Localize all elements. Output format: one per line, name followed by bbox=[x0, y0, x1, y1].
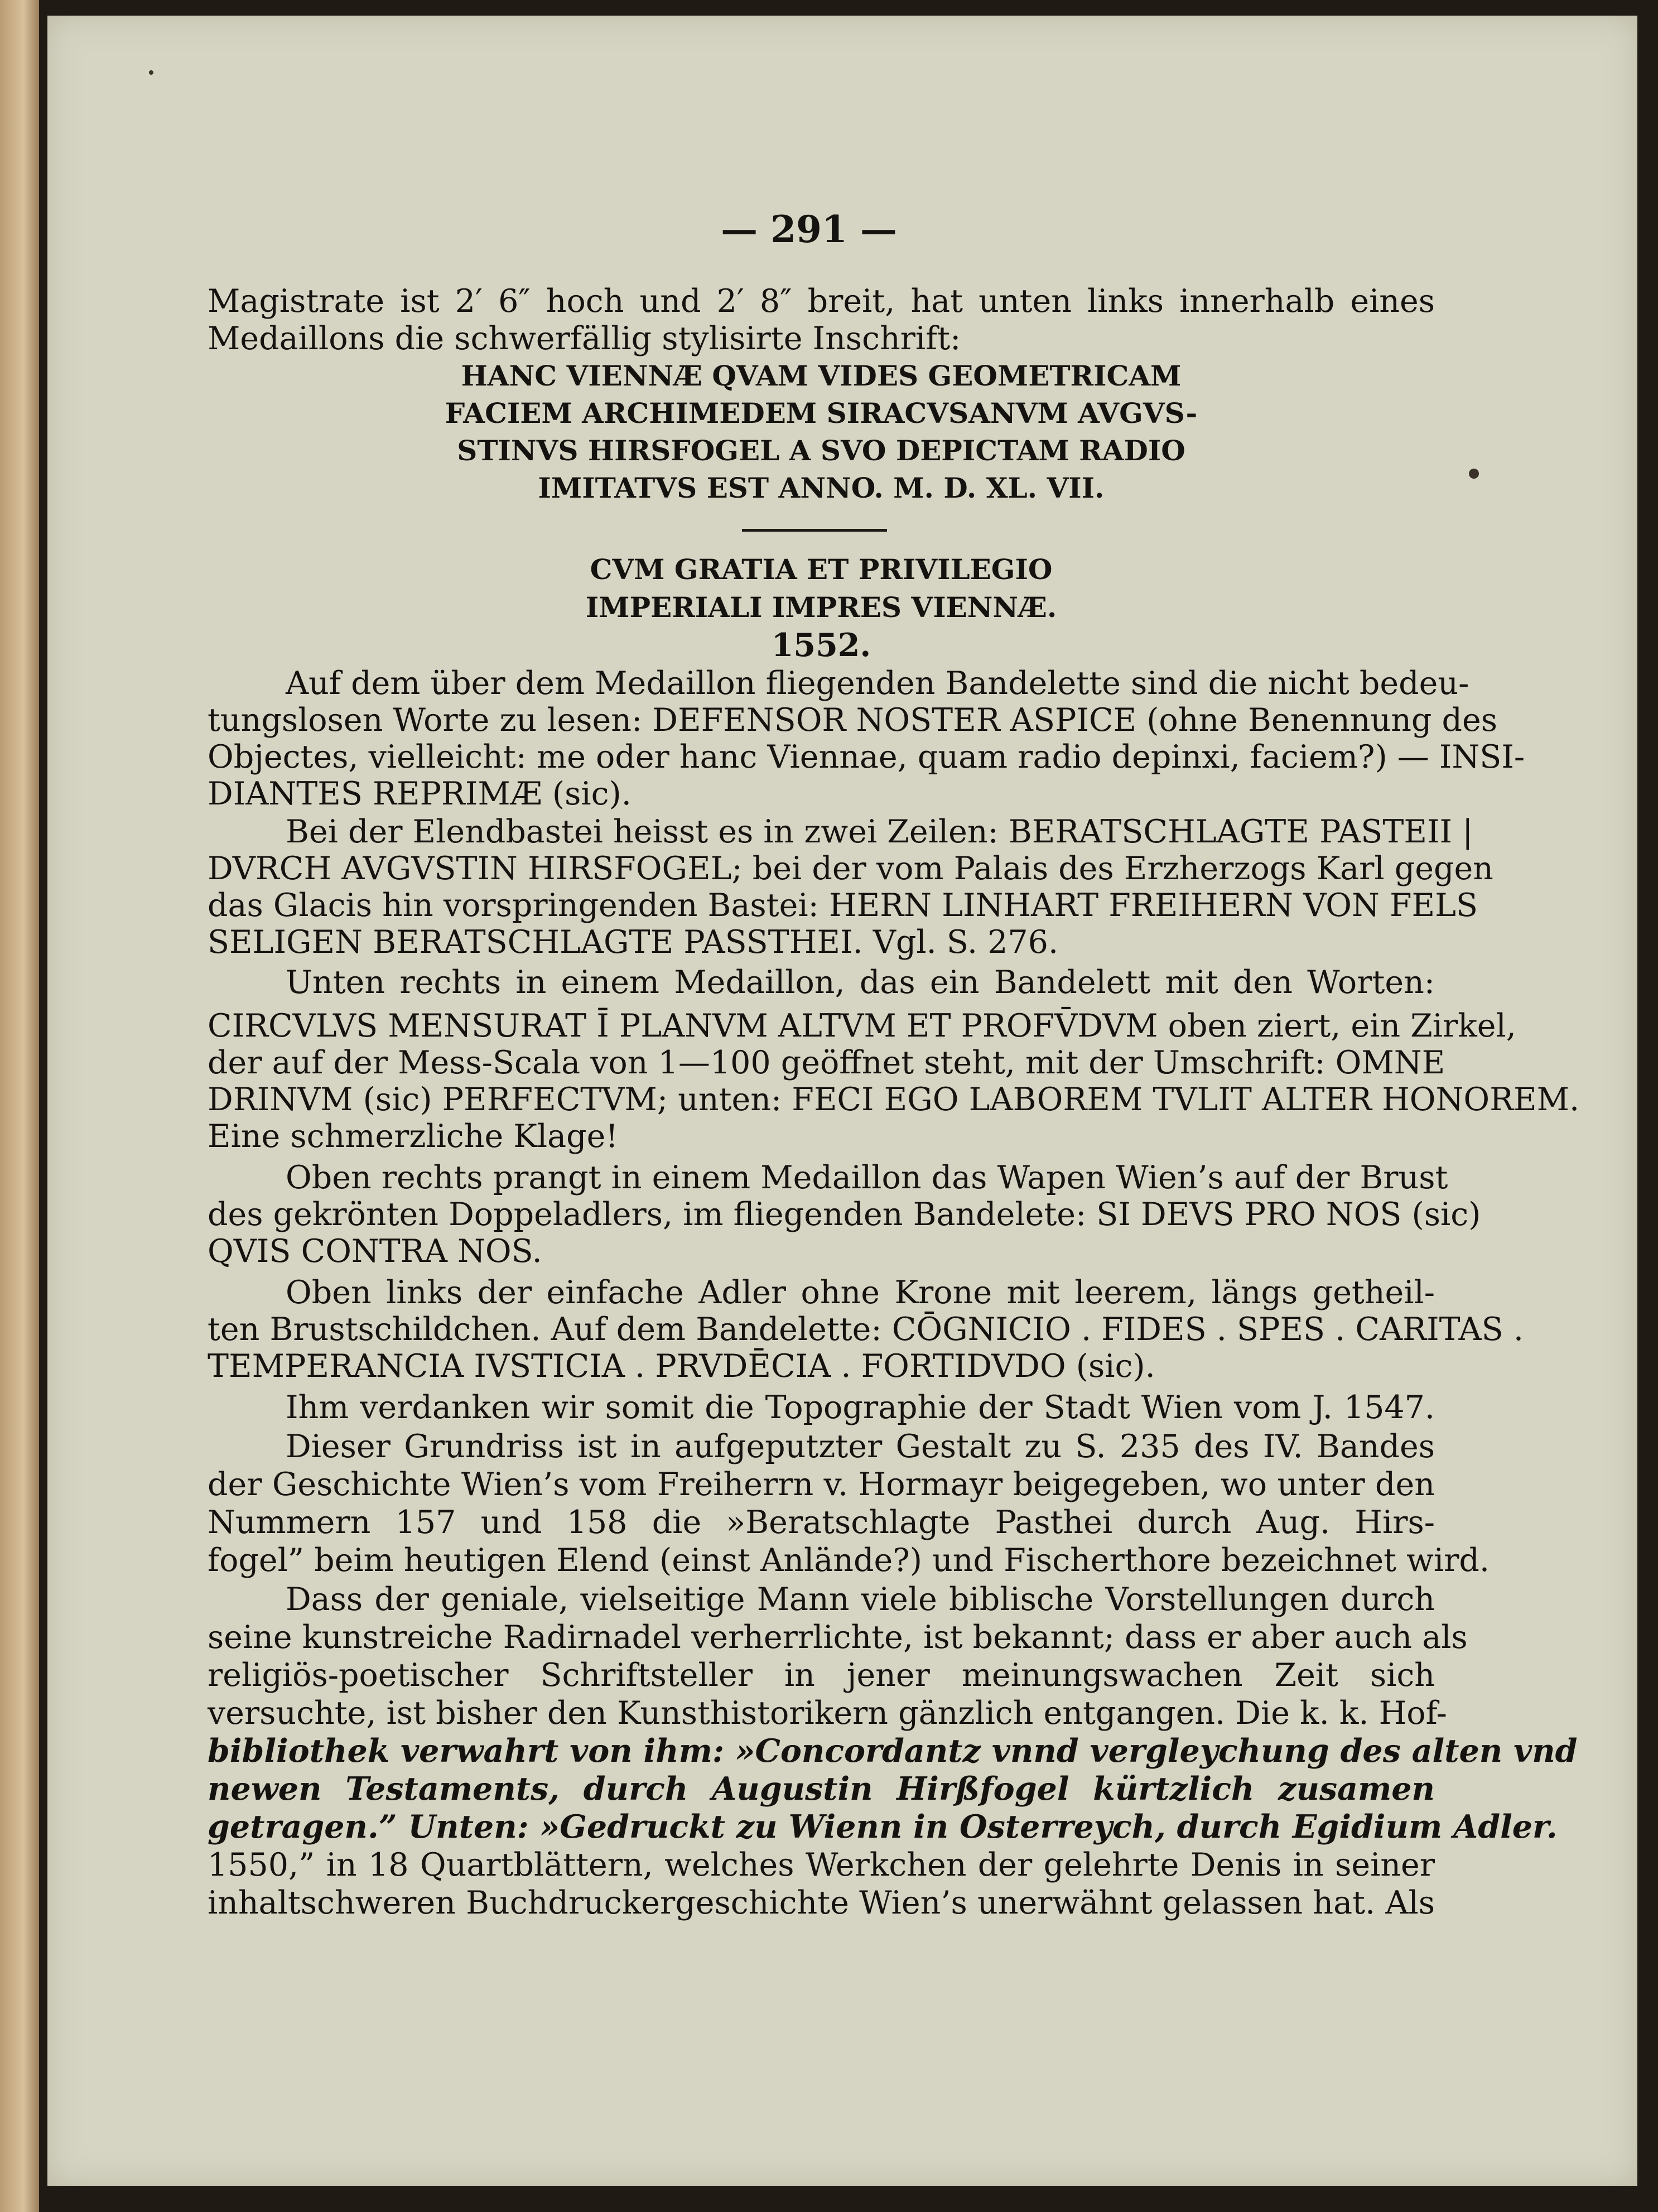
text-line: tungslosen Worte zu lesen: DEFENSOR NOSTER ASPICE (ohne Benennung des bbox=[208, 702, 1498, 739]
text-line: Oben rechts prangt in einem Medaillon das Wapen Wien’s auf der Brust bbox=[286, 1159, 1448, 1196]
text-line: CIRCVLVS MENSURAT Ī PLANVM ALTVM ET PROFV̄DVM oben ziert, ein Zirkel, bbox=[208, 1008, 1516, 1044]
text-line: DVRCH AVGVSTIN HIRSFOGEL; bei der vom Palais des Erzherzogs Karl gegen bbox=[208, 850, 1493, 887]
inscription-line: HANC VIENNÆ QVAM VIDES GEOMETRICAM bbox=[461, 359, 1182, 392]
text-line: religiös-poetischer Schriftsteller in jener meinungswachen Zeit sich bbox=[208, 1657, 1435, 1694]
imprint-line: CVM GRATIA ET PRIVILEGIO bbox=[590, 553, 1053, 586]
text-line-blackletter: getragen.” Unten: »Gedruckt zu Wienn in Osterreych, durch Egidium Adler. bbox=[208, 1808, 1558, 1845]
inscription-line: FACIEM ARCHIMEDEM SIRACVSANVM AVGVS- bbox=[445, 397, 1198, 430]
text-line: SELIGEN BERATSCHLAGTE PASSTHEI. Vgl. S. 276. bbox=[208, 924, 1059, 961]
text-line: DIANTES REPRIMÆ (sic). bbox=[208, 775, 632, 812]
text-line: QVIS CONTRA NOS. bbox=[208, 1233, 542, 1270]
text-line: Objectes, vielleicht: me oder hanc Viennae, quam radio depinxi, faciem?) — INSI- bbox=[208, 739, 1525, 775]
ink-spot bbox=[149, 70, 153, 75]
page-number: — 291 — bbox=[721, 208, 897, 251]
text-line: der Geschichte Wien’s vom Freiherrn v. Hormayr beigegeben, wo unter den bbox=[208, 1466, 1435, 1503]
text-line: seine kunstreiche Radirnadel verherrlichte, ist bekannt; dass er aber auch als bbox=[208, 1619, 1468, 1656]
text-line: Bei der Elendbastei heisst es in zwei Zeilen: BERATSCHLAGTE PASTEII | bbox=[286, 813, 1473, 850]
text-line: Dieser Grundriss ist in aufgeputzter Gestalt zu S. 235 des IV. Bandes bbox=[286, 1428, 1435, 1465]
text-line: ten Brustschildchen. Auf dem Bandelette: CŌGNICIO . FIDES . SPES . CARITAS . bbox=[208, 1311, 1524, 1348]
inscription-line: IMITATVS EST ANNO. M. D. XL. VII. bbox=[538, 471, 1105, 504]
book-binding-edge bbox=[0, 0, 39, 2212]
text-line: Eine schmerzliche Klage! bbox=[208, 1118, 619, 1155]
text-line: Nummern 157 und 158 die »Beratschlagte Pasthei durch Aug. Hirs- bbox=[208, 1504, 1435, 1541]
inscription-line: STINVS HIRSFOGEL A SVO DEPICTAM RADIO bbox=[457, 434, 1185, 467]
imprint-line: IMPERIALI IMPRES VIENNÆ. bbox=[585, 591, 1057, 624]
text-line-blackletter: newen Testaments, durch Augustin Hirßfogel kürtzlich zusamen bbox=[208, 1770, 1435, 1808]
text-line: Dass der geniale, vielseitige Mann viele biblische Vorstellungen durch bbox=[286, 1581, 1435, 1618]
text-line-blackletter: bibliothek verwahrt von ihm: »Concordantz vnnd vergleychung des alten vnd bbox=[208, 1732, 1578, 1770]
text-line: das Glacis hin vorspringenden Bastei: HERN LINHART FREIHERN VON FELS bbox=[208, 887, 1478, 924]
text-line: TEMPERANCIA IVSTICIA . PRVDĒCIA . FORTIDVDO (sic). bbox=[208, 1348, 1155, 1385]
text-line: Ihm verdanken wir somit die Topographie der Stadt Wien vom J. 1547. bbox=[286, 1389, 1435, 1426]
text-line: Oben links der einfache Adler ohne Krone mit leerem, längs getheil- bbox=[286, 1274, 1435, 1311]
text-line: Auf dem über dem Medaillon fliegenden Bandelette sind die nicht bedeu- bbox=[286, 665, 1469, 702]
imprint-year: 1552. bbox=[771, 627, 871, 664]
separator-rule bbox=[742, 529, 887, 532]
text-line: der auf der Mess-Scala von 1—100 geöffnet steht, mit der Umschrift: OMNE bbox=[208, 1044, 1445, 1081]
text-line: Unten rechts in einem Medaillon, das ein Bandelett mit den Worten: bbox=[286, 964, 1435, 1001]
text-line: Medaillons die schwerfällig stylisirte Inschrift: bbox=[208, 320, 961, 357]
text-line: DRINVM (sic) PERFECTVM; unten: FECI EGO LABOREM TVLIT ALTER HONOREM. bbox=[208, 1081, 1580, 1118]
text-line: des gekrönten Doppeladlers, im fliegenden Bandelete: SI DEVS PRO NOS (sic) bbox=[208, 1196, 1481, 1233]
ink-spot bbox=[1469, 469, 1479, 479]
text-line: inhaltschweren Buchdruckergeschichte Wien’s unerwähnt gelassen hat. Als bbox=[208, 1885, 1435, 1921]
text-line: 1550,” in 18 Quartblättern, welches Werkchen der gelehrte Denis in seiner bbox=[208, 1847, 1435, 1883]
text-line: versuchte, ist bisher den Kunsthistorikern gänzlich entgangen. Die k. k. Hof- bbox=[208, 1695, 1447, 1732]
text-line: Magistrate ist 2′ 6″ hoch und 2′ 8″ breit, hat unten links innerhalb eines bbox=[208, 283, 1435, 320]
text-line: fogel” beim heutigen Elend (einst Anlände?) und Fischerthore bezeichnet wird. bbox=[208, 1542, 1490, 1579]
